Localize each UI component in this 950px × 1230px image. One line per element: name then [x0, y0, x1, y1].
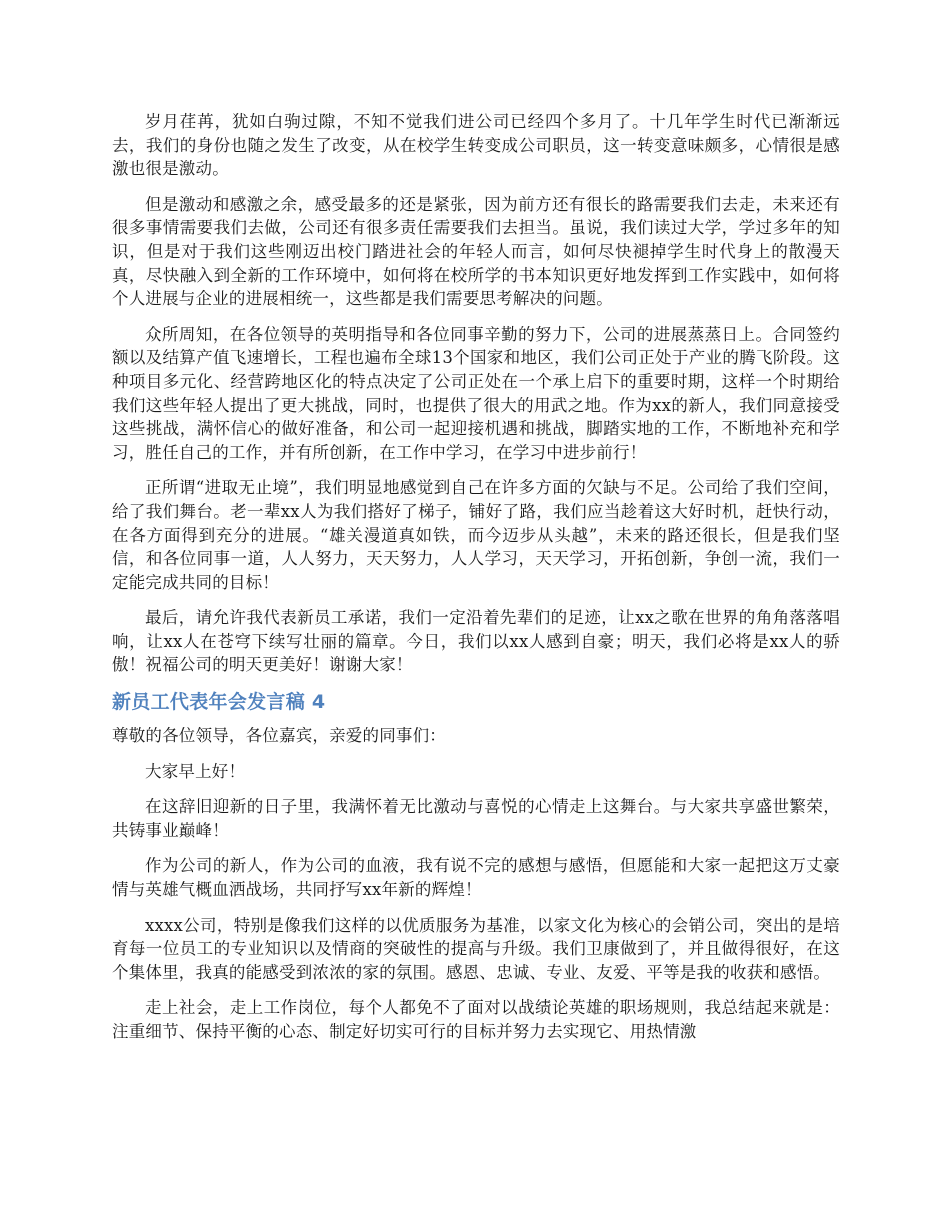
section-heading: 新员工代表年会发言稿 4	[112, 691, 326, 714]
paragraph: 最后，请允许我代表新员工承诺，我们一定沿着先辈们的足迹，让xx之歌在世界的角角落落唱响，让xx人在苍穹下续写壮丽的篇章。今日，我们以xx人感到自豪；明天，我们必将是xx人的骄傲！祝福公司的明天更美好！谢谢大家！	[112, 608, 840, 675]
document-page	[112, 110, 840, 1056]
paragraph: 岁月荏苒，犹如白驹过隙，不知不觉我们进公司已经四个多月了。十几年学生时代已渐渐远去，我们的身份也随之发生了改变，从在校学生转变成公司职员，这一转变意味颇多，心情很是感激也很是激动。	[112, 112, 840, 179]
paragraph: 但是激动和感激之余，感受最多的还是紧张，因为前方还有很长的路需要我们去走，未来还有很多事情需要我们去做，公司还有很多责任需要我们去担当。虽说，我们读过大学，学过多年的知识，但是对于我们这些刚迈出校门踏进社会的年轻人而言，如何尽快褪掉学生时代身上的散漫天真，尽快融入到全新的工作环境中，如何将在校所学的书本知识更好地发挥到工作实践中，如何将个人进展与企业的进展相统一，这些都是我们需要思考解决的问题。	[112, 194, 840, 309]
salutation: 尊敬的各位领导，各位嘉宾，亲爱的同事们：	[112, 726, 446, 746]
paragraph: 走上社会，走上工作岗位，每个人都免不了面对以战绩论英雄的职场规则，我总结起来就是：注重细节、保持平衡的心态、制定好切实可行的目标并努力去实现它、用热情激	[112, 998, 840, 1041]
paragraph: 众所周知，在各位领导的英明指导和各位同事辛勤的努力下，公司的进展蒸蒸日上。合同签约额以及结算产值飞速增长，工程也遍布全球13个国家和地区，我们公司正处于产业的腾飞阶段。这种项目多元化、经营跨地区化的特点决定了公司正处在一个承上启下的重要时期，这样一个时期给我们这些年轻人提出了更大挑战，同时，也提供了很大的用武之地。作为xx的新人，我们同意接受这些挑战，满怀信心的做好准备，和公司一起迎接机遇和挑战，脚踏实地的工作，不断地补充和学习，胜任自己的工作，并有所创新，在工作中学习，在学习中进步前行！	[112, 324, 840, 462]
paragraph: 正所谓“进取无止境”，我们明显地感觉到自己在许多方面的欠缺与不足。公司给了我们空间，给了我们舞台。老一辈xx人为我们搭好了梯子，铺好了路，我们应当趁着这大好时机，赶快行动，在各方面得到充分的进展。“雄关漫道真如铁，而今迈步从头越”，未来的路还很长，但是我们坚信，和各位同事一道，人人努力，天天努力，人人学习，天天学习，开拓创新，争创一流，我们一定能完成共同的目标！	[112, 478, 840, 592]
paragraph: 作为公司的新人，作为公司的血液，我有说不完的感想与感悟，但愿能和大家一起把这万丈豪情与英雄气概血洒战场，共同抒写xx年新的辉煌！	[112, 856, 840, 900]
paragraph: 在这辞旧迎新的日子里，我满怀着无比激动与喜悦的心情走上这舞台。与大家共享盛世繁荣，共铸事业巅峰！	[112, 797, 840, 840]
paragraph: 大家早上好！	[145, 761, 246, 781]
paragraph: xxxx公司，特别是像我们这样的以优质服务为基准，以家文化为核心的会销公司，突出的是培育每一位员工的专业知识以及情商的突破性的提高与升级。我们卫康做到了，并且做得很好，在这个集体里，我真的能感受到浓浓的家的氛围。感恩、忠诚、专业、友爱、平等是我的收获和感悟。	[112, 915, 840, 982]
